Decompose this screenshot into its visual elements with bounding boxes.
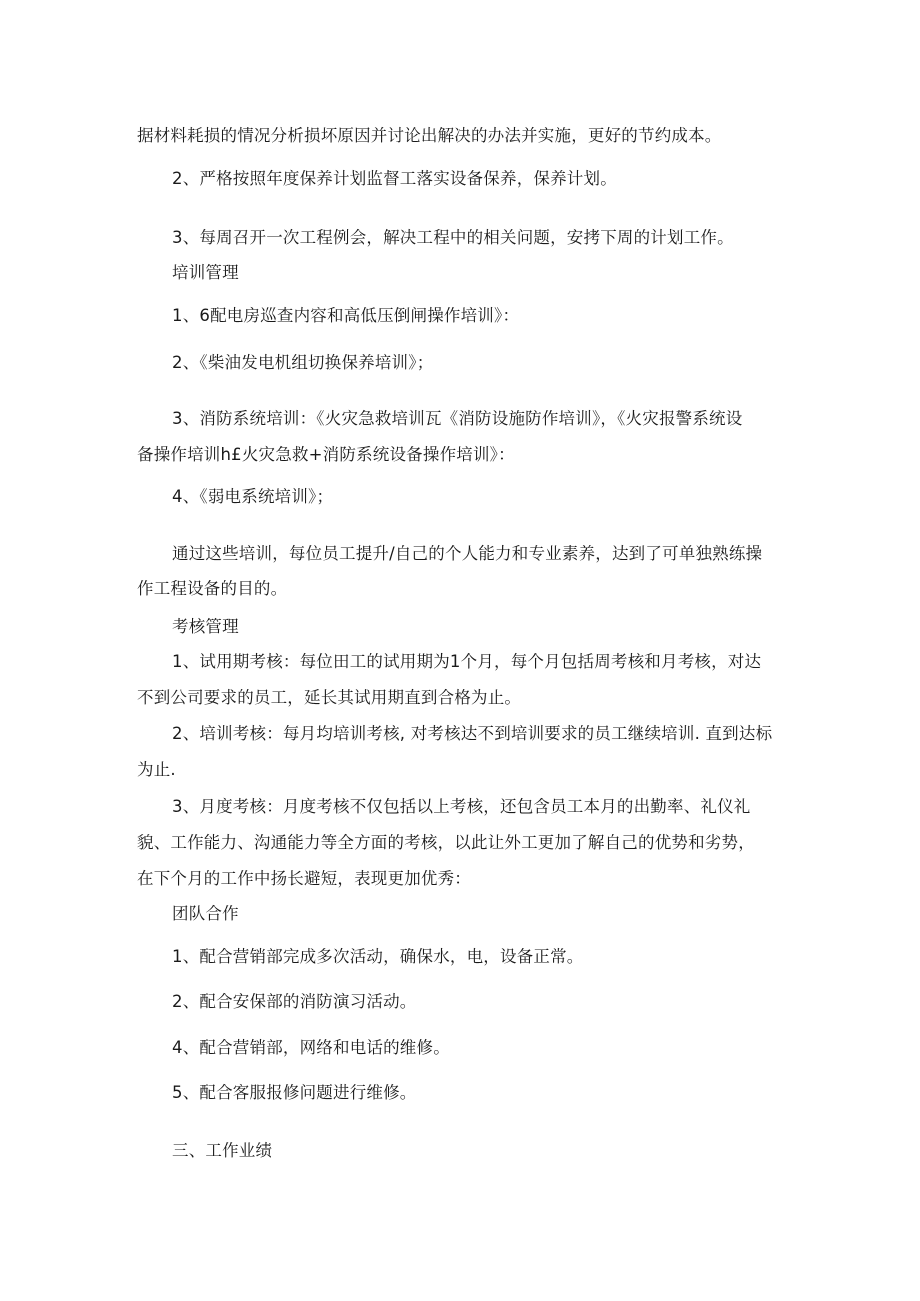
- section-heading-training: 培训管理: [172, 263, 239, 282]
- section-heading-assessment: 考核管理: [172, 617, 239, 636]
- list-item-assessment-3-cont-1: 貌、工作能力、沟通能力等全方面的考核，以此让外工更加了解自己的优势和劣势，: [137, 833, 755, 852]
- list-item-assessment-2: 2、培训考核：每月均培训考核, 对考核达不到培训要求的员工继续培训. 直到达标: [172, 724, 773, 743]
- section-heading-teamwork: 团队合作: [172, 904, 239, 923]
- list-item-training-4: 4、《弱电系统培训》；: [172, 487, 334, 506]
- list-item-training-3-cont: 备操作培训h£火灾急救+消防系统设备操作培训》：: [137, 445, 515, 464]
- list-item-assessment-1-cont: 不到公司要求的员工，延长其试用期直到合格为止。: [137, 688, 522, 707]
- list-item-teamwork-1: 1、配合营销部完成多次活动，确保水，电，设备正常。: [172, 947, 584, 966]
- list-item-assessment-1: 1、试用期考核：每位田工的试用期为1个月，每个月包括周考核和月考核，对达: [172, 652, 762, 671]
- list-item-weekly-meeting: 3、每周召开一次工程例会，解决工程中的相关问题，安拷下周的计划工作。: [172, 228, 734, 247]
- paragraph-training-summary: 通过这些培训，每位员工提升/自己的个人能力和专业素养，达到了可单独熟练操: [172, 544, 763, 563]
- list-item-assessment-3-cont-2: 在下个月的工作中扬长避短，表现更加优秀：: [137, 869, 471, 888]
- list-item-training-3: 3、消防系统培训：《火灾急救培训瓦《消防设施防作培训》，《火灾报警系统设: [172, 409, 743, 428]
- list-item-maintenance-plan: 2、严格按照年度保养计划监督工落实设备保养，保养计划。: [172, 169, 617, 188]
- section-heading-performance: 三、工作业绩: [172, 1141, 273, 1160]
- list-item-teamwork-2: 2、配合安保部的消防演习活动。: [172, 992, 417, 1011]
- list-item-training-1: 1、6配电房巡查内容和高低压倒闸操作培训》：: [172, 306, 520, 325]
- paragraph-cost-saving: 据材料耗损的情况分析损坏原因并讨论出解决的办法并实施，更好的节约成本。: [137, 126, 722, 145]
- list-item-assessment-2-cont: 为止.: [137, 760, 176, 779]
- paragraph-training-summary-cont: 作工程设备的目的。: [137, 579, 288, 598]
- list-item-teamwork-4: 4、配合营销部，网络和电话的维修。: [172, 1038, 450, 1057]
- list-item-teamwork-5: 5、配合客服报修问题进行维修。: [172, 1083, 417, 1102]
- list-item-assessment-3: 3、月度考核：月度考核不仅包括以上考核，还包含员工本月的出勤率、礼仪礼: [172, 797, 751, 816]
- list-item-training-2: 2、《柴油发电机组切换保养培训》；: [172, 353, 434, 372]
